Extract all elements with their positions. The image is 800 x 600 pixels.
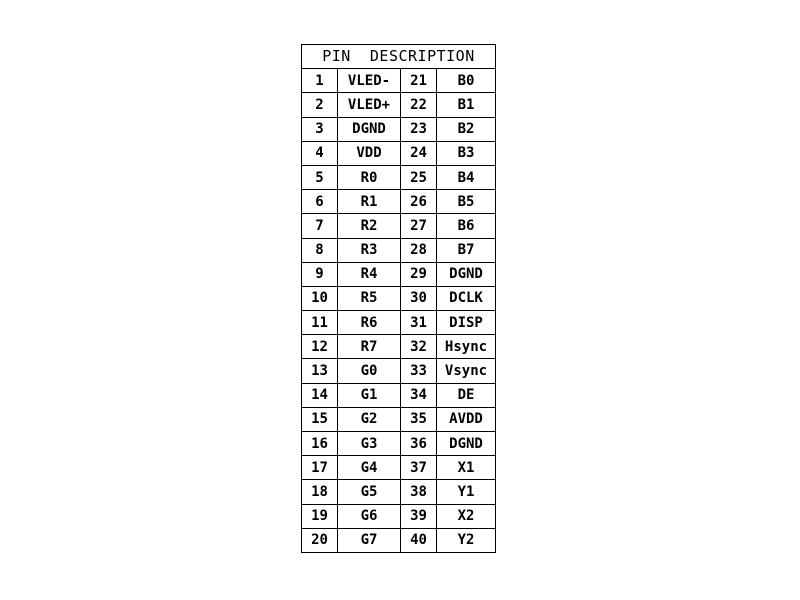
signal-name-cell: Y1 bbox=[437, 480, 496, 504]
signal-name-cell: B6 bbox=[437, 214, 496, 238]
signal-name-cell: AVDD bbox=[437, 407, 496, 431]
pin-number-cell: 31 bbox=[401, 311, 437, 335]
signal-name-cell: DGND bbox=[437, 262, 496, 286]
signal-name-cell: X1 bbox=[437, 456, 496, 480]
signal-name-cell: B3 bbox=[437, 141, 496, 165]
signal-name-cell: G2 bbox=[338, 407, 401, 431]
pin-number-cell: 17 bbox=[302, 456, 338, 480]
pin-number-cell: 2 bbox=[302, 93, 338, 117]
pin-number-cell: 14 bbox=[302, 383, 338, 407]
pin-number-cell: 11 bbox=[302, 311, 338, 335]
signal-name-cell: R3 bbox=[338, 238, 401, 262]
signal-name-cell: DGND bbox=[338, 117, 401, 141]
pin-number-cell: 33 bbox=[401, 359, 437, 383]
pin-number-cell: 10 bbox=[302, 286, 338, 310]
pin-number-cell: 28 bbox=[401, 238, 437, 262]
signal-name-cell: B0 bbox=[437, 69, 496, 93]
table-row bbox=[302, 190, 496, 214]
signal-name-cell: B1 bbox=[437, 93, 496, 117]
signal-name-cell: B2 bbox=[437, 117, 496, 141]
pin-number-cell: 8 bbox=[302, 238, 338, 262]
pin-number-cell: 16 bbox=[302, 432, 338, 456]
pin-number-cell: 4 bbox=[302, 141, 338, 165]
table-row bbox=[302, 432, 496, 456]
signal-name-cell: R0 bbox=[338, 165, 401, 189]
pin-description-table bbox=[301, 44, 496, 553]
pin-number-cell: 37 bbox=[401, 456, 437, 480]
pin-number-cell: 9 bbox=[302, 262, 338, 286]
signal-name-cell: G3 bbox=[338, 432, 401, 456]
table-row bbox=[302, 117, 496, 141]
signal-name-cell: VLED+ bbox=[338, 93, 401, 117]
pin-number-cell: 26 bbox=[401, 190, 437, 214]
signal-name-cell: G5 bbox=[338, 480, 401, 504]
table-row bbox=[302, 69, 496, 93]
pin-number-cell: 35 bbox=[401, 407, 437, 431]
pin-number-cell: 32 bbox=[401, 335, 437, 359]
pin-number-cell: 5 bbox=[302, 165, 338, 189]
pin-number-cell: 1 bbox=[302, 69, 338, 93]
table-row bbox=[302, 214, 496, 238]
table-row bbox=[302, 383, 496, 407]
pin-number-cell: 29 bbox=[401, 262, 437, 286]
table-row bbox=[302, 262, 496, 286]
signal-name-cell: Y2 bbox=[437, 528, 496, 552]
signal-name-cell: Hsync bbox=[437, 335, 496, 359]
table-body bbox=[302, 69, 496, 553]
table-row bbox=[302, 286, 496, 310]
pin-number-cell: 24 bbox=[401, 141, 437, 165]
table-row bbox=[302, 504, 496, 528]
pin-number-cell: 25 bbox=[401, 165, 437, 189]
signal-name-cell: R5 bbox=[338, 286, 401, 310]
pin-number-cell: 13 bbox=[302, 359, 338, 383]
signal-name-cell: DCLK bbox=[437, 286, 496, 310]
pin-number-cell: 34 bbox=[401, 383, 437, 407]
pin-number-cell: 19 bbox=[302, 504, 338, 528]
pin-number-cell: 38 bbox=[401, 480, 437, 504]
pin-number-cell: 40 bbox=[401, 528, 437, 552]
signal-name-cell: B4 bbox=[437, 165, 496, 189]
table-header-row bbox=[302, 45, 496, 69]
table-row bbox=[302, 238, 496, 262]
pin-number-cell: 39 bbox=[401, 504, 437, 528]
table-row bbox=[302, 335, 496, 359]
pin-number-cell: 12 bbox=[302, 335, 338, 359]
pin-number-cell: 27 bbox=[401, 214, 437, 238]
pin-number-cell: 18 bbox=[302, 480, 338, 504]
pin-number-cell: 21 bbox=[401, 69, 437, 93]
table-row bbox=[302, 165, 496, 189]
signal-name-cell: VLED- bbox=[338, 69, 401, 93]
signal-name-cell: X2 bbox=[437, 504, 496, 528]
pin-number-cell: 22 bbox=[401, 93, 437, 117]
signal-name-cell: VDD bbox=[338, 141, 401, 165]
signal-name-cell: G1 bbox=[338, 383, 401, 407]
pin-number-cell: 15 bbox=[302, 407, 338, 431]
table-row bbox=[302, 93, 496, 117]
signal-name-cell: G6 bbox=[338, 504, 401, 528]
table-row bbox=[302, 359, 496, 383]
table-row bbox=[302, 480, 496, 504]
signal-name-cell: R7 bbox=[338, 335, 401, 359]
signal-name-cell: R4 bbox=[338, 262, 401, 286]
table-row bbox=[302, 528, 496, 552]
table-title: PIN DESCRIPTION bbox=[302, 45, 496, 69]
signal-name-cell: DISP bbox=[437, 311, 496, 335]
pin-number-cell: 7 bbox=[302, 214, 338, 238]
table-row bbox=[302, 456, 496, 480]
signal-name-cell: G0 bbox=[338, 359, 401, 383]
signal-name-cell: DGND bbox=[437, 432, 496, 456]
pin-number-cell: 36 bbox=[401, 432, 437, 456]
signal-name-cell: G7 bbox=[338, 528, 401, 552]
pin-number-cell: 20 bbox=[302, 528, 338, 552]
signal-name-cell: B7 bbox=[437, 238, 496, 262]
pin-number-cell: 30 bbox=[401, 286, 437, 310]
signal-name-cell: G4 bbox=[338, 456, 401, 480]
signal-name-cell: R1 bbox=[338, 190, 401, 214]
signal-name-cell: DE bbox=[437, 383, 496, 407]
table-row bbox=[302, 407, 496, 431]
table-row bbox=[302, 311, 496, 335]
signal-name-cell: B5 bbox=[437, 190, 496, 214]
pin-number-cell: 3 bbox=[302, 117, 338, 141]
pin-number-cell: 23 bbox=[401, 117, 437, 141]
signal-name-cell: R2 bbox=[338, 214, 401, 238]
table-row bbox=[302, 141, 496, 165]
pin-number-cell: 6 bbox=[302, 190, 338, 214]
signal-name-cell: R6 bbox=[338, 311, 401, 335]
signal-name-cell: Vsync bbox=[437, 359, 496, 383]
